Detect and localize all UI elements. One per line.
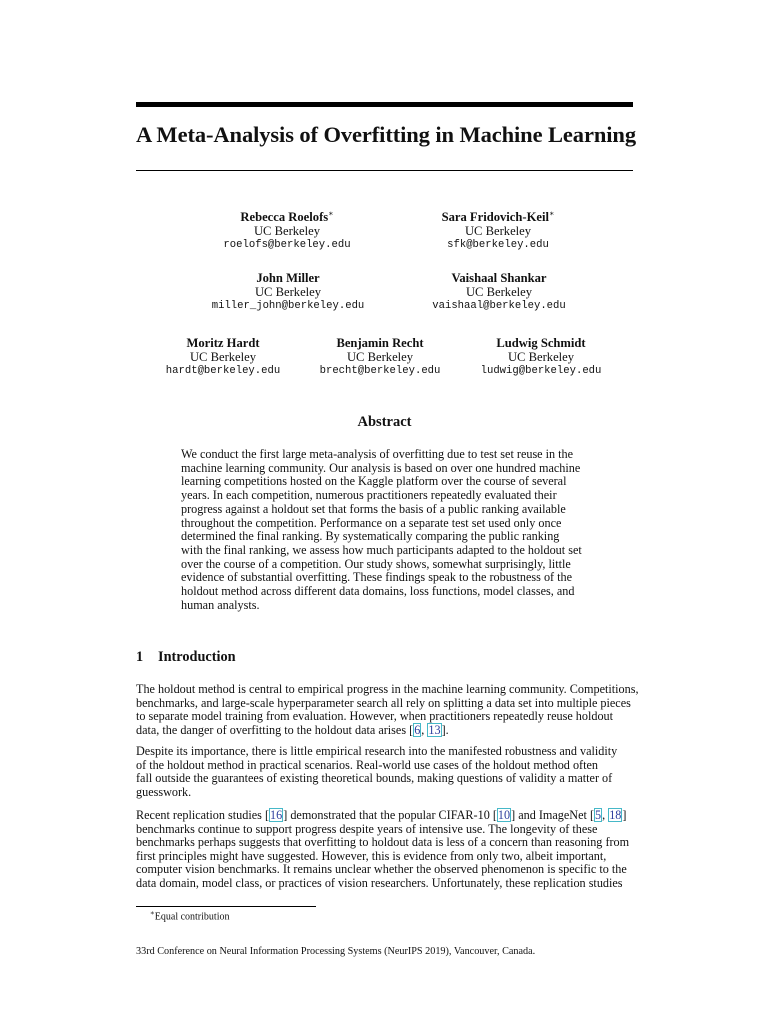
abstract-line: years. In each competition, numerous practitioners repeatedly evaluated their xyxy=(181,488,557,503)
intro-paragraph-3 xyxy=(136,809,633,891)
author-block xyxy=(223,207,350,253)
section-heading xyxy=(136,649,236,666)
paragraph-line: guesswork. xyxy=(136,784,192,799)
paragraph-line: Recent replication studies [16] demonstrated that the popular CIFAR-10 [10] and ImageNet [5, 18] xyxy=(136,808,627,822)
author-name: John Miller xyxy=(256,271,320,285)
author-block xyxy=(442,207,555,253)
author-affiliation: UC Berkeley xyxy=(465,285,533,299)
author-email[interactable]: vaishaal@berkeley.edu xyxy=(432,300,566,312)
author-affiliation: UC Berkeley xyxy=(189,350,257,364)
section-number: 1 xyxy=(136,649,144,665)
author-mark: ∗ xyxy=(328,209,334,218)
author-block xyxy=(212,271,365,314)
author-block xyxy=(432,271,566,314)
footnote xyxy=(150,907,229,923)
abstract-line: over the course of a competition. Our study shows, somewhat surprisingly, little xyxy=(181,556,571,571)
citation-link[interactable]: 5 xyxy=(595,808,602,822)
paragraph-line: first principles might have suggested. However, this is evidence from only two, albeit important, xyxy=(136,848,607,863)
conference-notice: 33rd Conference on Neural Information Processing Systems (NeurIPS 2019), Vancouver, Canada. xyxy=(136,946,536,957)
author-email[interactable]: brecht@berkeley.edu xyxy=(319,365,441,377)
abstract-line: learning competitions hosted on the Kaggle platform over the course of several xyxy=(181,474,567,489)
author-affiliation: UC Berkeley xyxy=(507,350,575,364)
author-name: Rebecca Roelofs∗ xyxy=(240,209,334,225)
paragraph-line: benchmarks, and large-scale hyperparameter search all rely on splitting a data set into multiple pieces xyxy=(136,695,631,710)
paragraph-line: The holdout method is central to empirical progress in the machine learning community. Competitions, xyxy=(136,682,639,696)
author-affiliation: UC Berkeley xyxy=(253,224,321,239)
paper-title: A Meta-Analysis of Overfitting in Machine Learning xyxy=(136,122,636,147)
paragraph-line: computer vision benchmarks. It remains unclear whether the observed phenomenon is specific to the xyxy=(136,862,627,877)
paragraph-line: Despite its importance, there is little empirical research into the manifested robustness and validity xyxy=(136,744,618,758)
author-block xyxy=(481,336,602,379)
title-top-rule xyxy=(136,102,633,107)
abstract-text xyxy=(181,448,588,612)
citation-link[interactable]: 16 xyxy=(270,808,283,822)
footnote-mark: ∗ xyxy=(150,909,155,917)
author-name: Vaishaal Shankar xyxy=(451,271,547,285)
paragraph-line: data, the danger of overfitting to the holdout data arises [6, 13]. xyxy=(136,722,449,737)
author-email[interactable]: sfk@berkeley.edu xyxy=(447,239,549,252)
citation-link[interactable]: 13 xyxy=(428,722,441,737)
author-email[interactable]: ludwig@berkeley.edu xyxy=(480,365,602,377)
abstract-line: machine learning community. Our analysis is based on over one hundred machine xyxy=(181,460,581,475)
author-name: Benjamin Recht xyxy=(336,336,424,350)
abstract-line: We conduct the first large meta-analysis of overfitting due to test set reuse in the xyxy=(181,447,574,461)
abstract-heading: Abstract xyxy=(357,414,412,430)
abstract-line: throughout the competition. Performance on a separate test set used only once xyxy=(181,515,562,530)
author-email[interactable]: miller_john@berkeley.edu xyxy=(211,300,365,312)
author-name: Ludwig Schmidt xyxy=(496,336,586,350)
section-title: Introduction xyxy=(158,649,236,665)
paragraph-line: benchmarks continue to support progress despite years of intensive use. The longevity of these xyxy=(136,821,598,836)
abstract-line: holdout method across different data domains, loss functions, model classes, and xyxy=(181,584,575,599)
paragraph-line: benchmarks perhaps suggests that overfitting to holdout data is less of a concern than reasoning from xyxy=(136,835,630,850)
author-affiliation: UC Berkeley xyxy=(464,224,532,239)
abstract-line: evidence of substantial overfitting. These findings speak to the robustness of the xyxy=(181,570,573,585)
citation-link[interactable]: 18 xyxy=(609,808,622,822)
paragraph-line: to separate model training from evaluation. However, when practitioners repeatedly reuse holdout xyxy=(136,709,614,724)
author-affiliation: UC Berkeley xyxy=(254,285,322,299)
author-name: Sara Fridovich-Keil∗ xyxy=(441,209,555,225)
paragraph-line: fall outside the guarantees of existing theoretical bounds, making questions of validity a matter of xyxy=(136,771,613,786)
title-bottom-rule xyxy=(136,170,633,171)
author-affiliation: UC Berkeley xyxy=(346,350,414,364)
abstract-line: progress against a holdout set that forms the basis of a public ranking available xyxy=(181,501,566,516)
author-block xyxy=(320,336,441,379)
author-email[interactable]: hardt@berkeley.edu xyxy=(165,365,281,377)
paragraph-line: data domain, model class, or practices of vision researchers. Unfortunately, these replication studies xyxy=(136,875,623,890)
author-email[interactable]: roelofs@berkeley.edu xyxy=(223,239,351,252)
abstract-line: human analysts. xyxy=(181,597,260,612)
author-name: Moritz Hardt xyxy=(186,336,260,350)
abstract-line: determined the final ranking. By systematically comparing the public ranking xyxy=(181,529,560,544)
paragraph-line: of the holdout method in practical scenarios. Real-world use cases of the holdout method often xyxy=(136,757,598,772)
intro-paragraph-2 xyxy=(136,745,633,799)
abstract-line: with the final ranking, we assess how much participants adapted to the holdout set xyxy=(181,542,582,557)
author-mark: ∗ xyxy=(548,209,555,218)
citation-link[interactable]: 10 xyxy=(497,808,511,822)
citation-link[interactable]: 6 xyxy=(414,722,421,737)
author-block xyxy=(166,336,280,379)
intro-paragraph-1 xyxy=(136,682,639,737)
footnote-text: Equal contribution xyxy=(154,911,230,923)
